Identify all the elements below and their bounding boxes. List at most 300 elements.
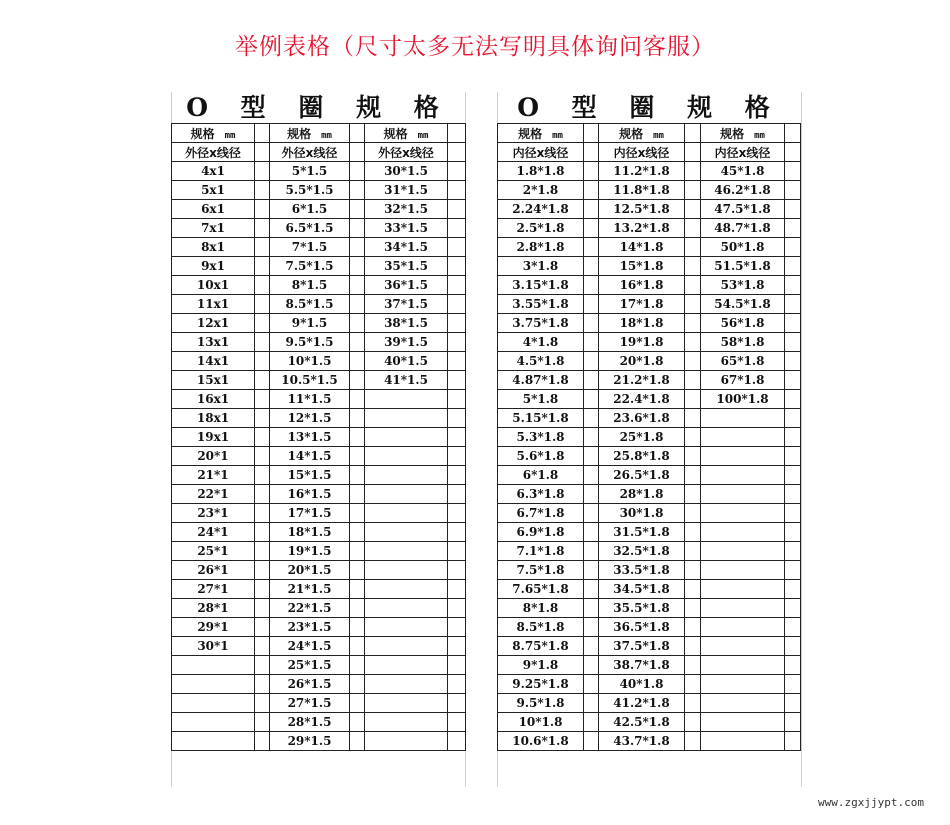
spec-cell: 7x1 [172, 219, 255, 238]
table-row [498, 219, 801, 238]
narrow-cell [584, 371, 599, 390]
spec-cell [172, 656, 255, 675]
table-row [172, 485, 466, 504]
table-row [172, 276, 466, 295]
narrow-cell [448, 276, 466, 295]
spec-cell: 15x1 [172, 371, 255, 390]
narrow-cell [350, 238, 365, 257]
spec-cell [701, 637, 785, 656]
spec-cell: 16*1.8 [599, 276, 685, 295]
spec-cell: 34*1.5 [365, 238, 448, 257]
narrow-cell [785, 504, 801, 523]
narrow-cell [685, 181, 701, 200]
spec-cell: 14*1.5 [270, 447, 350, 466]
narrow-cell [785, 694, 801, 713]
narrow-cell [584, 637, 599, 656]
spec-cell: 42.5*1.8 [599, 713, 685, 732]
spec-cell: 26*1.5 [270, 675, 350, 694]
grid-guide-line [801, 92, 802, 787]
narrow-cell [785, 675, 801, 694]
spec-cell: 15*1.8 [599, 257, 685, 276]
spec-cell: 46.2*1.8 [701, 181, 785, 200]
narrow-cell [350, 352, 365, 371]
page-banner: 举例表格（尺寸太多无法写明具体询问客服） [235, 34, 715, 60]
spec-cell: 29*1.5 [270, 732, 350, 751]
narrow-cell [255, 523, 270, 542]
narrow-cell [448, 713, 466, 732]
spec-cell: 13*1.5 [270, 428, 350, 447]
narrow-cell [350, 314, 365, 333]
narrow-cell [448, 694, 466, 713]
spec-cell [365, 561, 448, 580]
spec-cell: 11.8*1.8 [599, 181, 685, 200]
narrow-cell [255, 409, 270, 428]
spec-cell [701, 523, 785, 542]
spec-cell: 6*1.5 [270, 200, 350, 219]
narrow-cell [448, 485, 466, 504]
narrow-cell [584, 143, 599, 162]
spec-cell: 35.5*1.8 [599, 599, 685, 618]
spec-cell: 7*1.5 [270, 238, 350, 257]
column-subheader: 外径x线径 [172, 143, 255, 162]
spec-cell: 28*1.8 [599, 485, 685, 504]
spec-cell: 14x1 [172, 352, 255, 371]
spec-cell: 11x1 [172, 295, 255, 314]
column-header-label: 规格 mm [172, 124, 255, 143]
narrow-cell [785, 713, 801, 732]
spec-cell: 4.5*1.8 [498, 352, 584, 371]
table-row [172, 580, 466, 599]
right-panel-title: O 型 圈 规 格 [517, 93, 782, 122]
table-row [172, 618, 466, 637]
spec-cell: 33*1.5 [365, 219, 448, 238]
narrow-cell [350, 732, 365, 751]
narrow-cell [685, 409, 701, 428]
spec-cell [365, 637, 448, 656]
narrow-cell [785, 295, 801, 314]
spec-cell: 14*1.8 [599, 238, 685, 257]
spec-cell: 8x1 [172, 238, 255, 257]
spec-cell: 6*1.8 [498, 466, 584, 485]
table-row [498, 333, 801, 352]
spec-cell: 7.5*1.5 [270, 257, 350, 276]
narrow-cell [685, 504, 701, 523]
spec-cell [365, 390, 448, 409]
spec-cell [365, 504, 448, 523]
table-row [498, 523, 801, 542]
narrow-cell [255, 694, 270, 713]
spec-cell: 1.8*1.8 [498, 162, 584, 181]
column-subheader: 外径x线径 [365, 143, 448, 162]
narrow-cell [448, 333, 466, 352]
column-subheader: 外径x线径 [270, 143, 350, 162]
narrow-cell [255, 257, 270, 276]
narrow-cell [584, 238, 599, 257]
spec-cell: 100*1.8 [701, 390, 785, 409]
narrow-cell [255, 713, 270, 732]
narrow-cell [584, 713, 599, 732]
table-row [172, 257, 466, 276]
narrow-cell [584, 219, 599, 238]
narrow-cell [448, 314, 466, 333]
spec-cell: 4x1 [172, 162, 255, 181]
table-row [498, 409, 801, 428]
narrow-cell [255, 162, 270, 181]
spec-cell [701, 713, 785, 732]
narrow-cell [785, 124, 801, 143]
narrow-cell [785, 371, 801, 390]
narrow-cell [448, 599, 466, 618]
spec-cell: 25*1.5 [270, 656, 350, 675]
narrow-cell [255, 390, 270, 409]
narrow-cell [350, 181, 365, 200]
narrow-cell [685, 466, 701, 485]
table-row [172, 713, 466, 732]
table-row [498, 713, 801, 732]
narrow-cell [785, 238, 801, 257]
narrow-cell [685, 523, 701, 542]
narrow-cell [584, 485, 599, 504]
narrow-cell [785, 276, 801, 295]
table-row [498, 352, 801, 371]
narrow-cell [350, 143, 365, 162]
spec-cell: 13x1 [172, 333, 255, 352]
narrow-cell [785, 485, 801, 504]
narrow-cell [350, 447, 365, 466]
spec-cell: 8*1.8 [498, 599, 584, 618]
spec-cell: 24*1.5 [270, 637, 350, 656]
narrow-cell [255, 618, 270, 637]
spec-cell: 10.5*1.5 [270, 371, 350, 390]
narrow-cell [785, 200, 801, 219]
spec-cell [365, 618, 448, 637]
narrow-cell [255, 466, 270, 485]
column-subheader: 内径x线径 [701, 143, 785, 162]
narrow-cell [255, 352, 270, 371]
spec-cell [701, 694, 785, 713]
narrow-cell [255, 181, 270, 200]
narrow-cell [685, 352, 701, 371]
spec-cell: 9*1.5 [270, 314, 350, 333]
narrow-cell [350, 523, 365, 542]
table-row [498, 238, 801, 257]
table-row [498, 599, 801, 618]
table-subheader-row [498, 143, 801, 162]
column-header-label: 规格 mm [599, 124, 685, 143]
narrow-cell [685, 732, 701, 751]
narrow-cell [255, 314, 270, 333]
spec-cell [365, 675, 448, 694]
narrow-cell [584, 561, 599, 580]
table-row [498, 447, 801, 466]
spec-cell: 4.87*1.8 [498, 371, 584, 390]
spec-cell: 39*1.5 [365, 333, 448, 352]
spec-cell [701, 618, 785, 637]
table-row [498, 162, 801, 181]
spec-cell: 26.5*1.8 [599, 466, 685, 485]
narrow-cell [448, 732, 466, 751]
narrow-cell [685, 675, 701, 694]
spec-cell: 26*1 [172, 561, 255, 580]
narrow-cell [448, 561, 466, 580]
narrow-cell [785, 428, 801, 447]
spec-cell: 41.2*1.8 [599, 694, 685, 713]
spec-cell: 3*1.8 [498, 257, 584, 276]
narrow-cell [350, 295, 365, 314]
table-row [498, 276, 801, 295]
narrow-cell [685, 314, 701, 333]
spec-cell [365, 447, 448, 466]
spec-cell: 17*1.5 [270, 504, 350, 523]
spec-cell: 58*1.8 [701, 333, 785, 352]
narrow-cell [448, 656, 466, 675]
table-row [172, 732, 466, 751]
spec-cell: 22*1 [172, 485, 255, 504]
narrow-cell [584, 732, 599, 751]
narrow-cell [785, 618, 801, 637]
narrow-cell [785, 637, 801, 656]
narrow-cell [448, 447, 466, 466]
spec-cell: 38*1.5 [365, 314, 448, 333]
spec-cell: 65*1.8 [701, 352, 785, 371]
left-panel-title: O 型 圈 规 格 [186, 93, 451, 122]
spec-cell: 9x1 [172, 257, 255, 276]
spec-cell [365, 523, 448, 542]
spec-cell: 43.7*1.8 [599, 732, 685, 751]
narrow-cell [448, 162, 466, 181]
table-row [172, 694, 466, 713]
spec-cell: 29*1 [172, 618, 255, 637]
narrow-cell [350, 276, 365, 295]
column-header-label: 规格 mm [701, 124, 785, 143]
narrow-cell [448, 409, 466, 428]
table-row [498, 390, 801, 409]
spec-cell: 32*1.5 [365, 200, 448, 219]
table-row [172, 333, 466, 352]
table-row [498, 466, 801, 485]
spec-cell [701, 428, 785, 447]
narrow-cell [350, 656, 365, 675]
column-header-label: 规格 mm [365, 124, 448, 143]
spec-cell: 27*1.5 [270, 694, 350, 713]
spec-cell: 12x1 [172, 314, 255, 333]
narrow-cell [785, 143, 801, 162]
narrow-cell [448, 219, 466, 238]
narrow-cell [584, 409, 599, 428]
narrow-cell [584, 295, 599, 314]
spec-cell: 38.7*1.8 [599, 656, 685, 675]
spec-cell: 47.5*1.8 [701, 200, 785, 219]
narrow-cell [350, 504, 365, 523]
spec-cell: 12.5*1.8 [599, 200, 685, 219]
spec-cell [701, 656, 785, 675]
spec-cell [701, 485, 785, 504]
narrow-cell [448, 124, 466, 143]
narrow-cell [584, 390, 599, 409]
narrow-cell [785, 314, 801, 333]
narrow-cell [584, 314, 599, 333]
table-row [172, 656, 466, 675]
narrow-cell [448, 504, 466, 523]
spec-cell: 30*1 [172, 637, 255, 656]
footer-watermark-url: www.zgxjjypt.com [818, 796, 924, 809]
narrow-cell [584, 447, 599, 466]
narrow-cell [685, 637, 701, 656]
table-row [172, 295, 466, 314]
spec-cell [365, 580, 448, 599]
spec-cell: 19x1 [172, 428, 255, 447]
narrow-cell [350, 333, 365, 352]
narrow-cell [255, 276, 270, 295]
spec-cell [365, 428, 448, 447]
spec-cell: 9.5*1.5 [270, 333, 350, 352]
table-row [172, 504, 466, 523]
spec-cell: 6.7*1.8 [498, 504, 584, 523]
table-row [172, 314, 466, 333]
spec-cell: 21*1.5 [270, 580, 350, 599]
narrow-cell [255, 485, 270, 504]
table-row [172, 447, 466, 466]
narrow-cell [255, 542, 270, 561]
spec-cell [701, 542, 785, 561]
spec-cell: 28*1.5 [270, 713, 350, 732]
narrow-cell [350, 200, 365, 219]
spec-cell: 7.1*1.8 [498, 542, 584, 561]
spec-cell [701, 504, 785, 523]
narrow-cell [584, 333, 599, 352]
narrow-cell [350, 371, 365, 390]
table-row [172, 238, 466, 257]
table-row [498, 675, 801, 694]
spec-cell: 10.6*1.8 [498, 732, 584, 751]
spec-cell: 5*1.8 [498, 390, 584, 409]
narrow-cell [785, 257, 801, 276]
column-subheader: 内径x线径 [599, 143, 685, 162]
spec-cell: 25*1.8 [599, 428, 685, 447]
narrow-cell [255, 637, 270, 656]
spec-cell [701, 561, 785, 580]
narrow-cell [350, 409, 365, 428]
spec-cell [172, 732, 255, 751]
spec-cell: 33.5*1.8 [599, 561, 685, 580]
narrow-cell [255, 143, 270, 162]
spec-cell: 5.5*1.5 [270, 181, 350, 200]
narrow-cell [685, 694, 701, 713]
table-row [172, 675, 466, 694]
spec-cell: 3.75*1.8 [498, 314, 584, 333]
spec-cell: 22*1.5 [270, 599, 350, 618]
narrow-cell [685, 428, 701, 447]
narrow-cell [255, 428, 270, 447]
spec-cell: 6.3*1.8 [498, 485, 584, 504]
spec-cell: 15*1.5 [270, 466, 350, 485]
table-row [172, 390, 466, 409]
narrow-cell [685, 485, 701, 504]
spec-cell: 5x1 [172, 181, 255, 200]
spec-cell: 25.8*1.8 [599, 447, 685, 466]
narrow-cell [448, 352, 466, 371]
narrow-cell [685, 200, 701, 219]
spec-cell [701, 409, 785, 428]
narrow-cell [350, 257, 365, 276]
narrow-cell [785, 599, 801, 618]
spec-cell: 23*1.5 [270, 618, 350, 637]
spec-cell: 5*1.5 [270, 162, 350, 181]
table-header-row [172, 124, 466, 143]
spec-cell: 18*1.8 [599, 314, 685, 333]
narrow-cell [350, 428, 365, 447]
narrow-cell [685, 276, 701, 295]
spec-cell: 3.15*1.8 [498, 276, 584, 295]
table-row [172, 409, 466, 428]
spec-cell [365, 542, 448, 561]
spec-cell [365, 485, 448, 504]
narrow-cell [785, 523, 801, 542]
spec-cell: 40*1.8 [599, 675, 685, 694]
narrow-cell [255, 238, 270, 257]
narrow-cell [785, 561, 801, 580]
narrow-cell [685, 580, 701, 599]
spec-cell: 16*1.5 [270, 485, 350, 504]
spec-cell [701, 599, 785, 618]
table-row [172, 428, 466, 447]
spec-cell: 8.75*1.8 [498, 637, 584, 656]
spec-cell: 6.9*1.8 [498, 523, 584, 542]
table-row [172, 561, 466, 580]
spec-cell: 4*1.8 [498, 333, 584, 352]
spec-cell [701, 675, 785, 694]
spec-cell: 19*1.5 [270, 542, 350, 561]
narrow-cell [448, 238, 466, 257]
table-row [498, 181, 801, 200]
spec-cell: 19*1.8 [599, 333, 685, 352]
spec-cell [365, 713, 448, 732]
table-row [498, 295, 801, 314]
table-row [172, 542, 466, 561]
spec-cell: 28*1 [172, 599, 255, 618]
spec-cell [172, 675, 255, 694]
table-row [498, 371, 801, 390]
spec-cell: 41*1.5 [365, 371, 448, 390]
narrow-cell [685, 447, 701, 466]
narrow-cell [350, 580, 365, 599]
narrow-cell [584, 599, 599, 618]
table-subheader-row [172, 143, 466, 162]
spec-cell: 31.5*1.8 [599, 523, 685, 542]
table-row [172, 181, 466, 200]
table-row [498, 485, 801, 504]
table-row [498, 428, 801, 447]
narrow-cell [448, 523, 466, 542]
narrow-cell [785, 409, 801, 428]
spec-cell: 8*1.5 [270, 276, 350, 295]
narrow-cell [448, 390, 466, 409]
narrow-cell [255, 656, 270, 675]
table-row [498, 580, 801, 599]
spec-cell: 18x1 [172, 409, 255, 428]
spec-cell: 9.25*1.8 [498, 675, 584, 694]
narrow-cell [448, 295, 466, 314]
narrow-cell [255, 561, 270, 580]
narrow-cell [785, 580, 801, 599]
table-row [498, 504, 801, 523]
table-row [498, 561, 801, 580]
narrow-cell [448, 371, 466, 390]
narrow-cell [584, 523, 599, 542]
spec-cell [365, 466, 448, 485]
narrow-cell [785, 333, 801, 352]
spec-cell: 8.5*1.5 [270, 295, 350, 314]
